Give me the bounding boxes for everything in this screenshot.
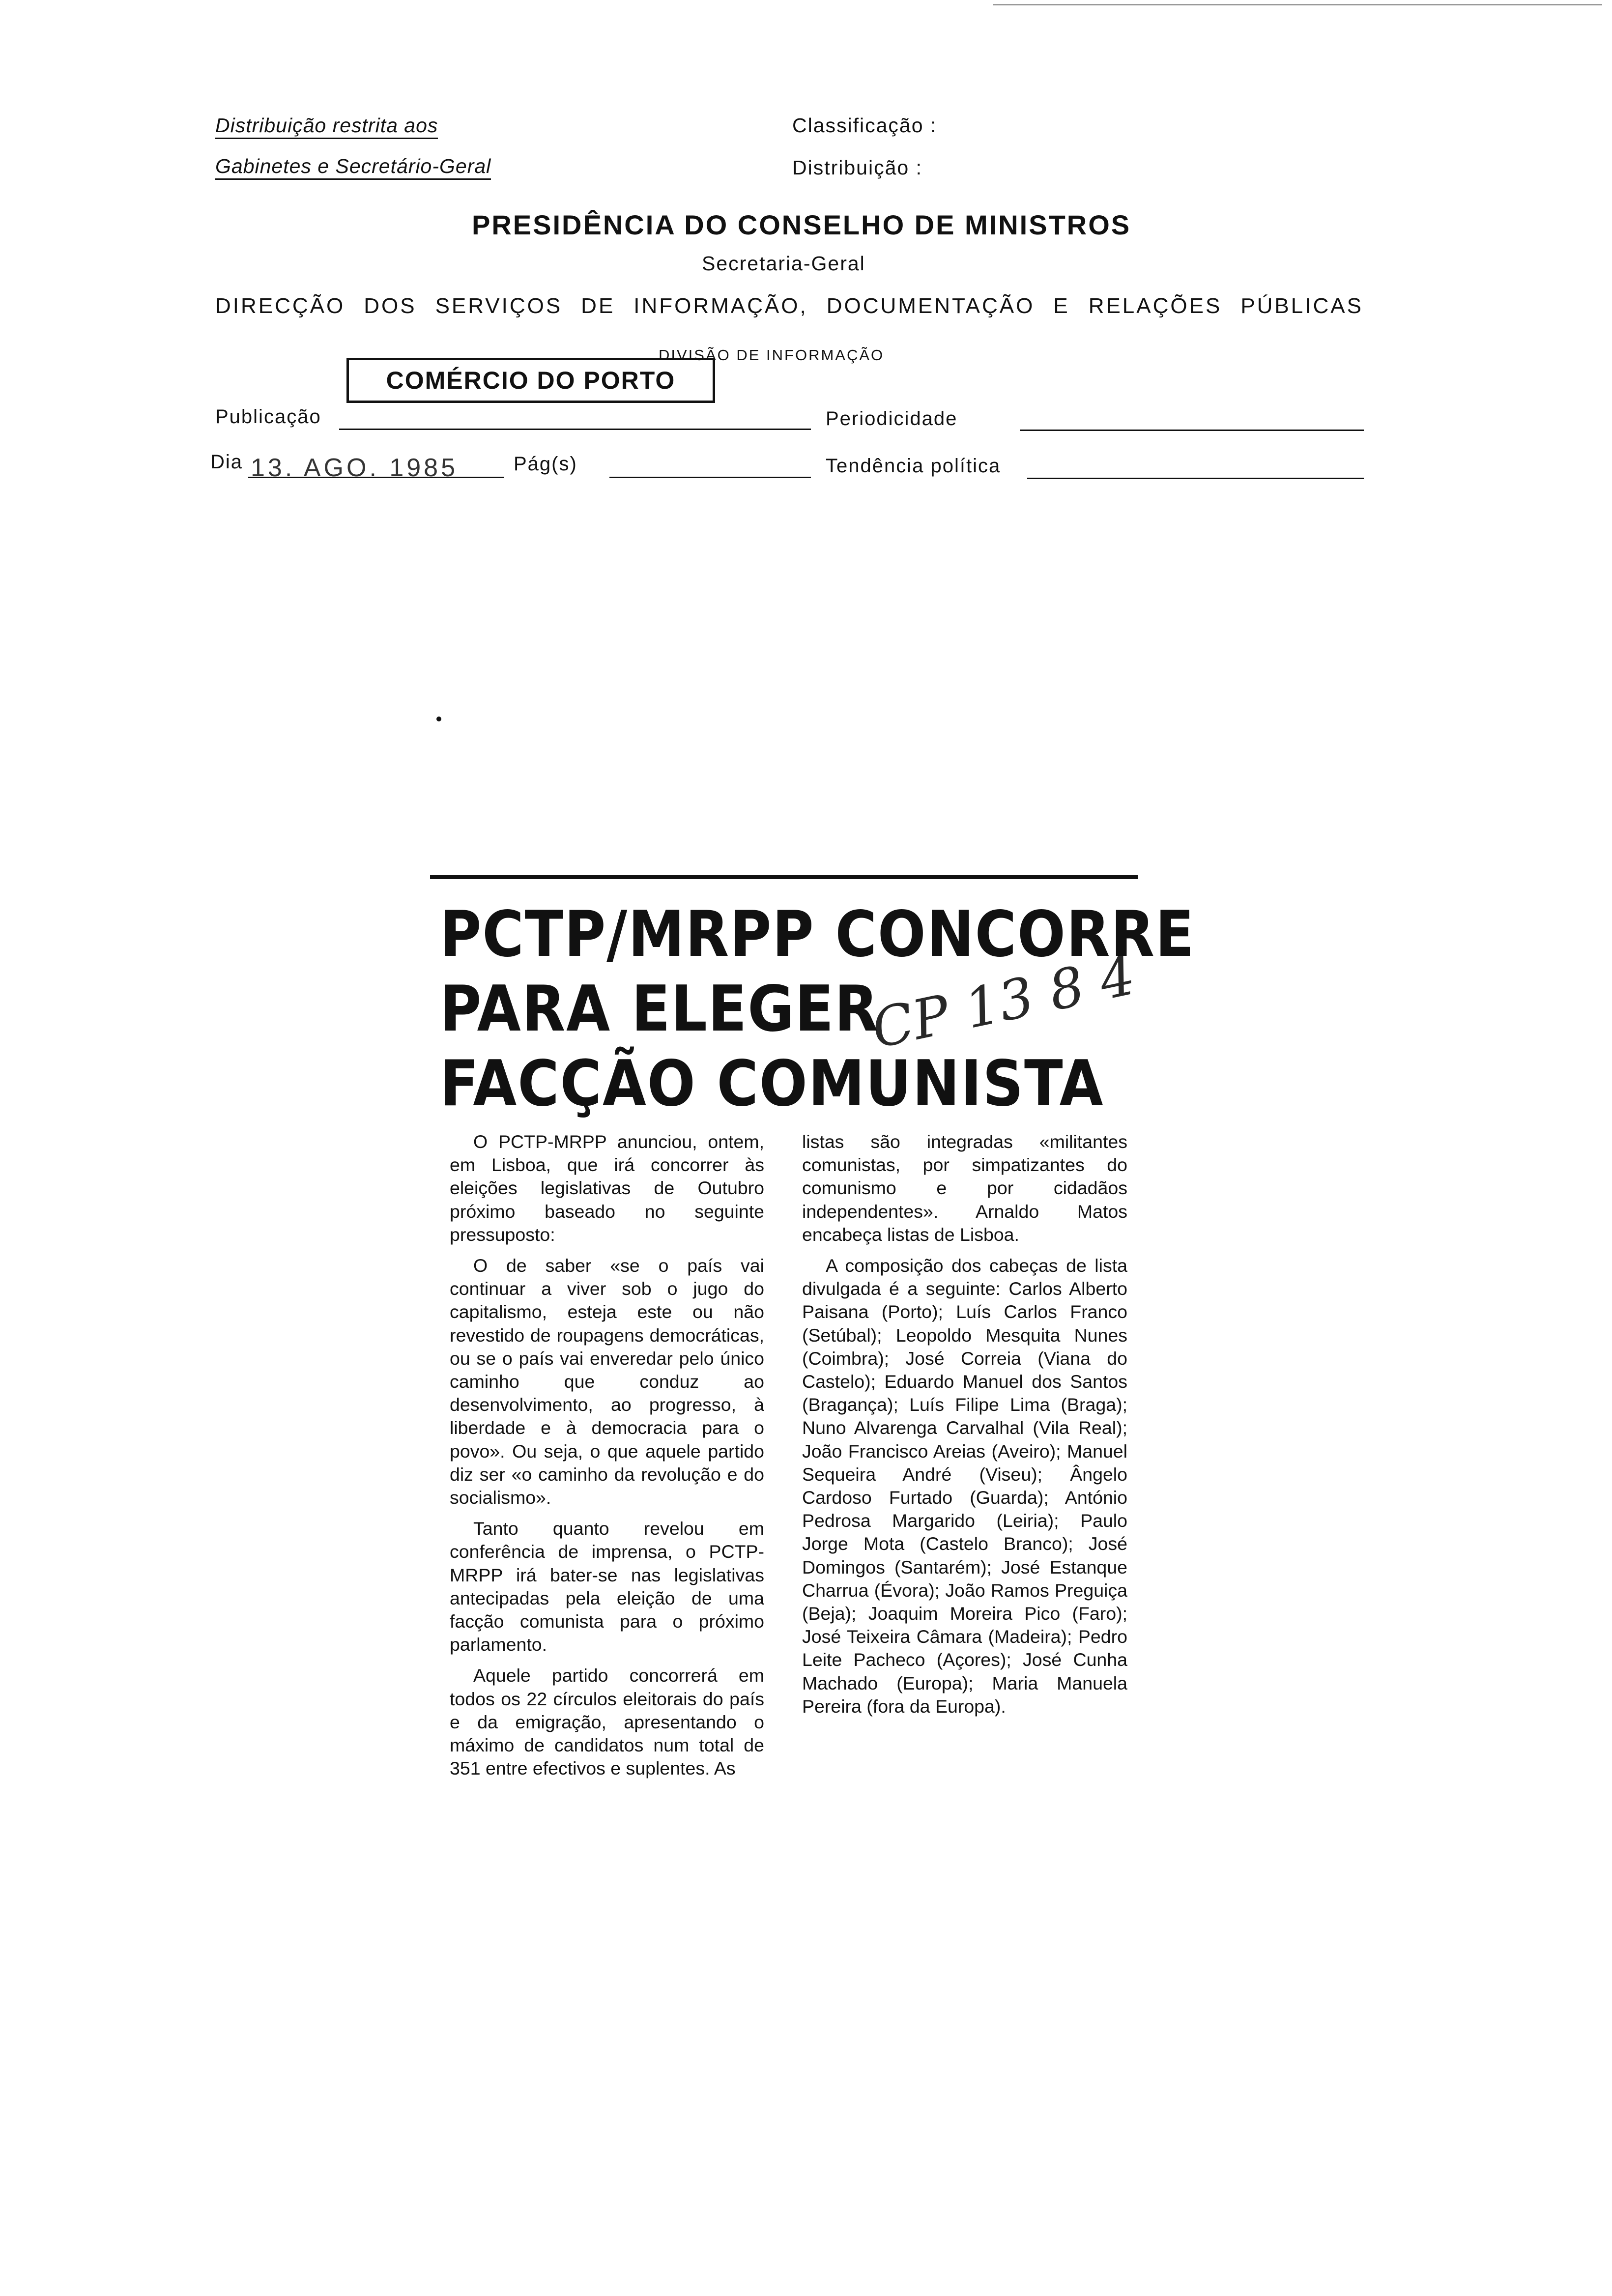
distribution-note-line2: Gabinetes e Secretário-Geral [215, 155, 491, 178]
article-headline-line2: PARA ELEGER [440, 973, 879, 1046]
dept-word: PÚBLICAS [1240, 294, 1363, 318]
article-headline-line3: FACÇÃO COMUNISTA [440, 1047, 1104, 1120]
dept-word: INFORMAÇÃO, [633, 294, 808, 318]
article-top-rule [430, 875, 1138, 879]
handwritten-annotation: CP 13 8 4 [866, 943, 1141, 1061]
article-paragraph: Aquele partido concorrerá em todos os 22 círculos eleitorais do país e da emigração, apresentando o máximo de candidatos num total de 351 entre efectivos e suplentes. As [450, 1665, 764, 1779]
scan-edge-line [993, 4, 1602, 5]
department-line [215, 294, 1363, 318]
publication-stamp-text: COMÉRCIO DO PORTO [386, 367, 676, 394]
distribution-note-line1: Distribuição restrita aos [215, 114, 438, 137]
classification-label: Classificação : [792, 114, 937, 137]
page-title: PRESIDÊNCIA DO CONSELHO DE MINISTROS [472, 209, 1131, 240]
publication-stamp [346, 358, 715, 403]
pages-label: Pág(s) [514, 453, 577, 475]
tendency-field-line [1027, 478, 1364, 479]
distribution-label: Distribuição : [792, 156, 922, 179]
pages-field-line [609, 477, 811, 478]
scan-speck [436, 717, 441, 721]
article-paragraph: listas são integradas «militantes comunistas, por simpatizantes do comunismo e por cidadãos independentes». Arnaldo Matos encabeça listas de Lisboa. [802, 1131, 1127, 1245]
article-paragraph: A composição dos cabeças de lista divulgada é a seguinte: Carlos Alberto Paisana (Porto); Luís Carlos Franco (Setúbal); Leopoldo Mesquita Nunes (Coimbra); José Correia (Viana do Castelo); Eduardo Manuel dos Santos (Bragança); Luís Filipe Lima (Braga); Nuno Alvarenga Carvalhal (Vila Real); João Francisco Areias (Aveiro); Manuel Sequeira André (Viseu); Ângelo Cardoso Furtado (Guarda); António Pedrosa Margarido (Leiria); Paulo Jorge Mota (Castelo Branco); José Domingos (Santarém); José Estanque Charrua (Évora); João Ramos Preguiça (Beja); Joaquim Moreira Pico (Faro); José Teixeira Câmara (Madeira); Pedro Leite Pacheco (Açores); José Cunha Machado (Europa); Maria Manuela Pereira (fora da Europa). [802, 1255, 1127, 1717]
periodicity-field-line [1020, 430, 1364, 431]
article-headline-line1: PCTP/MRPP CONCORRE [440, 898, 1195, 971]
page-subtitle: Secretaria-Geral [702, 252, 865, 275]
dept-word: DOCUMENTAÇÃO [826, 294, 1035, 318]
dept-word: DIRECÇÃO [215, 294, 345, 318]
article-paragraph: O de saber «se o país vai continuar a viver sob o jugo do capitalismo, esteja este ou não revestido de roupagens democráticas, ou se o país vai enveredar pelo único caminho que conduz ao desenvolvimento, ao progresso, à liberdade e à democracia para o povo». Ou seja, o que aquele partido diz ser «o caminho da revolução e do socialismo». [450, 1255, 764, 1508]
dept-word: SERVIÇOS [435, 294, 563, 318]
tendency-label: Tendência política [826, 455, 1001, 477]
dept-word: DE [581, 294, 615, 318]
article-paragraph: Tanto quanto revelou em conferência de imprensa, o PCTP-MRPP irá bater-se nas legislativas antecipadas pela eleição de uma facção comunista para o próximo parlamento. [450, 1518, 764, 1655]
dept-word: E [1053, 294, 1070, 318]
dept-word: DOS [364, 294, 417, 318]
periodicity-label: Periodicidade [826, 408, 958, 430]
day-field-line [248, 477, 504, 478]
article-paragraph: O PCTP-MRPP anunciou, ontem, em Lisboa, que irá concorrer às eleições legislativas de Outubro próximo baseado no seguinte pressuposto: [450, 1131, 764, 1245]
publication-label: Publicação [215, 406, 321, 428]
division-label: DIVISÃO DE INFORMAÇÃO [659, 346, 885, 364]
dept-word: RELAÇÕES [1088, 294, 1222, 318]
publication-field-line [339, 429, 811, 430]
article-column-2 [802, 1130, 1127, 1726]
article-column-1 [450, 1130, 764, 1788]
day-stamp: 13. AGO. 1985 [251, 454, 459, 482]
day-label: Dia [210, 451, 243, 473]
